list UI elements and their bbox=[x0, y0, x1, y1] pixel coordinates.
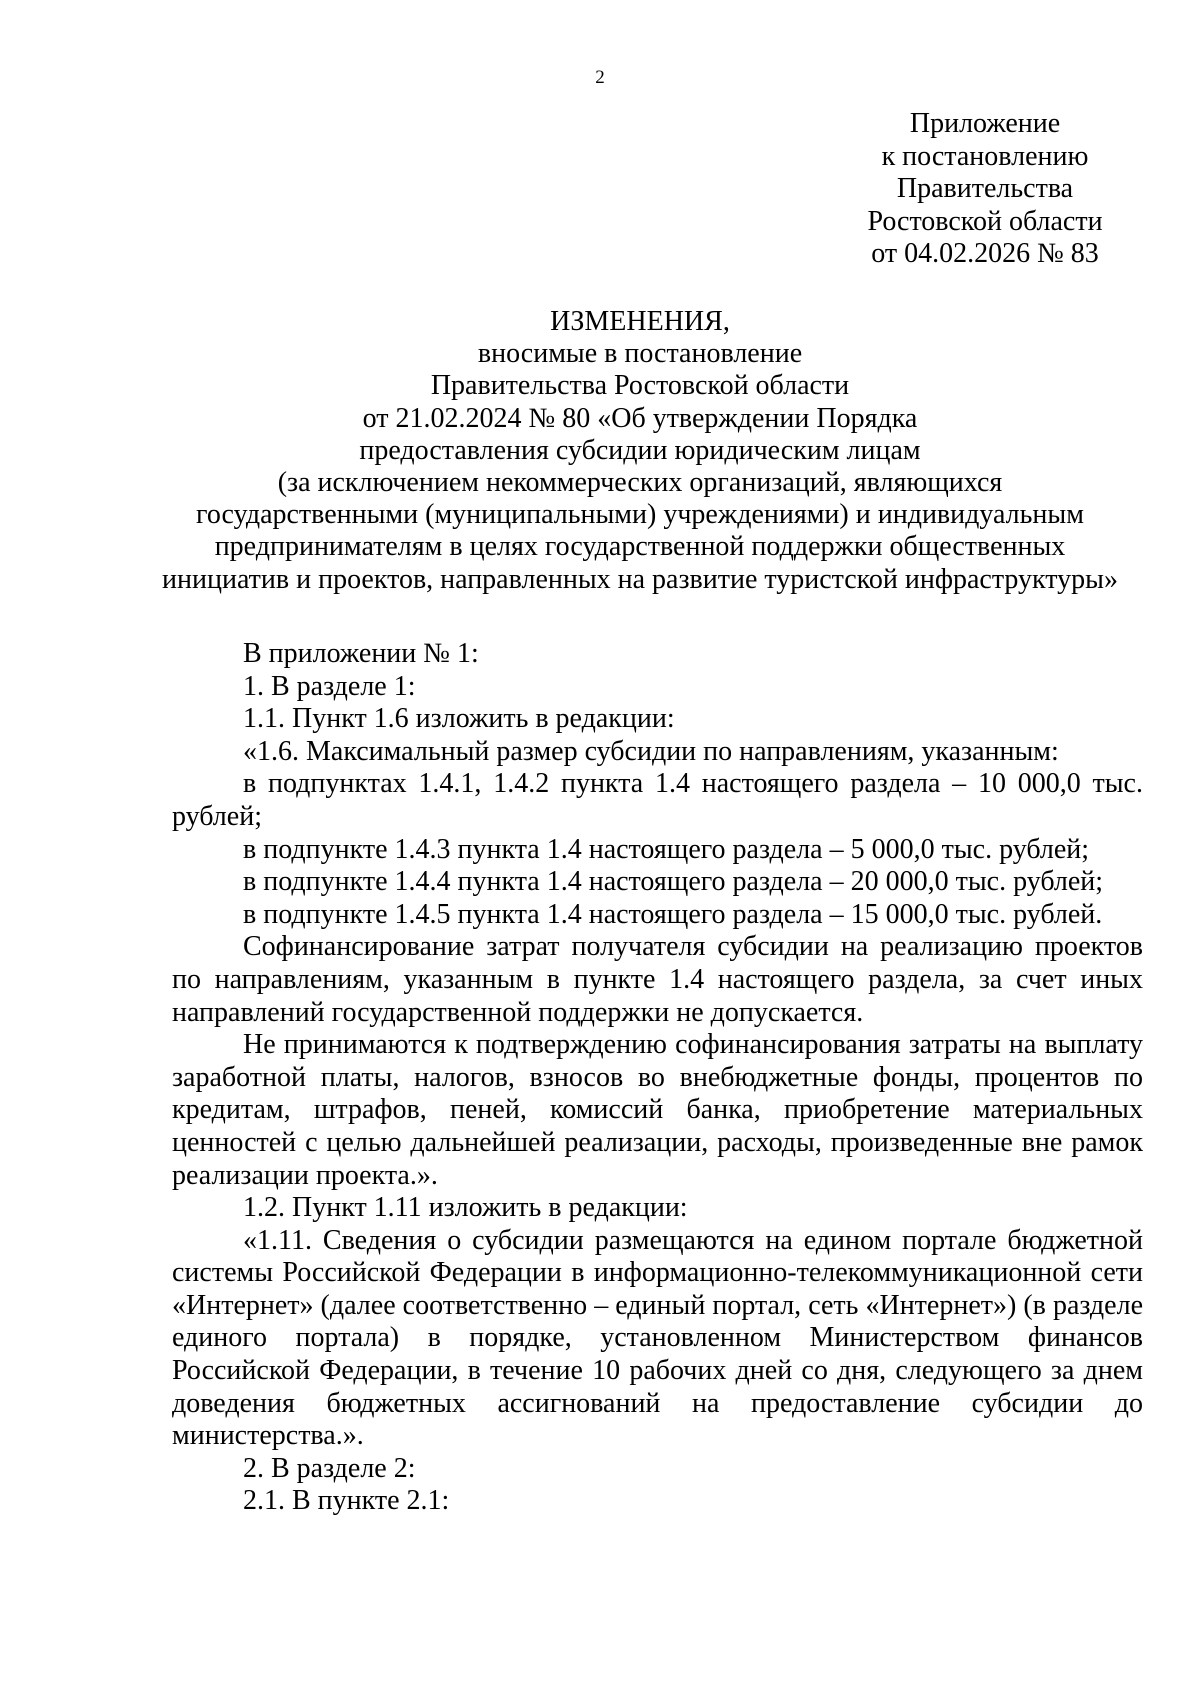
paragraph: в подпункте 1.4.3 пункта 1.4 настоящего раздела – 5 000,0 тыс. рублей; bbox=[243, 833, 1090, 865]
title-line: от 21.02.2024 № 80 «Об утверждении Порядка bbox=[362, 402, 918, 434]
paragraph: Софинансирование затрат получателя субсидии на реализацию проектов по направлениям, указанным в пункте 1.4 настоящего раздела, за счет иных направлений государственной поддержки не допускается. bbox=[172, 931, 1143, 1028]
title-line: Правительства Ростовской области bbox=[430, 370, 850, 402]
paragraph: 1.1. Пункт 1.6 изложить в редакции: bbox=[243, 703, 675, 735]
title-line: предпринимателям в целях государственной поддержки общественных bbox=[214, 531, 1066, 563]
appendix-line: к постановлению bbox=[881, 140, 1089, 172]
paragraph: в подпункте 1.4.5 пункта 1.4 настоящего раздела – 15 000,0 тыс. рублей. bbox=[243, 898, 1103, 930]
paragraph: 2. В разделе 2: bbox=[243, 1452, 416, 1484]
title-line: государственными (муниципальными) учреждениями) и индивидуальным bbox=[196, 499, 1084, 531]
title-line: инициатив и проектов, направленных на развитие туристской инфраструктуры» bbox=[162, 563, 1118, 595]
paragraph: Не принимаются к подтверждению софинансирования затраты на выплату заработной платы, налогов, взносов во внебюджетные фонды, процентов по кредитам, штрафов, пеней, комиссий банка, приобретение материальных ценностей с целью дальнейшей реализации, расходы, произведенные вне рамок реализации проекта.». bbox=[172, 1029, 1143, 1191]
title-heading: ИЗМЕНЕНИЯ, bbox=[550, 306, 730, 337]
title-line: (за исключением некоммерческих организаций, являющихся bbox=[277, 467, 1003, 499]
document-title bbox=[140, 306, 1140, 596]
appendix-line: Приложение bbox=[909, 108, 1061, 139]
paragraph: 1. В разделе 1: bbox=[243, 670, 416, 702]
appendix-line: Правительства bbox=[896, 173, 1074, 204]
appendix-reference bbox=[840, 108, 1130, 271]
appendix-date-number: от 04.02.2026 № 83 bbox=[871, 238, 1099, 269]
paragraph: «1.11. Сведения о субсидии размещаются на едином портале бюджетной системы Российской Федерации в информационно-телекоммуникационной сети «Интернет» (далее соответственно – единый портал, сеть «Интернет») (в разделе единого портала) в порядке, установленном Министерством финансов Российской Федерации, в течение 10 рабочих дней со дня, следующего за днем доведения бюджетных ассигнований на предоставление субсидии до министерства.». bbox=[172, 1224, 1143, 1452]
document-body bbox=[172, 638, 1143, 1518]
page-number: 2 bbox=[595, 67, 605, 88]
title-line: вносимые в постановление bbox=[477, 338, 803, 370]
paragraph: В приложении № 1: bbox=[243, 638, 479, 669]
paragraph: в подпункте 1.4.4 пункта 1.4 настоящего раздела – 20 000,0 тыс. рублей; bbox=[243, 866, 1104, 898]
paragraph: 1.2. Пункт 1.11 изложить в редакции: bbox=[243, 1192, 688, 1224]
paragraph: в подпунктах 1.4.1, 1.4.2 пункта 1.4 настоящего раздела – 10 000,0 тыс. рублей; bbox=[172, 768, 1143, 832]
appendix-line: Ростовской области bbox=[867, 205, 1103, 237]
paragraph: «1.6. Максимальный размер субсидии по направлениям, указанным: bbox=[243, 735, 1059, 767]
title-line: предоставления субсидии юридическим лицам bbox=[359, 434, 921, 466]
paragraph: 2.1. В пункте 2.1: bbox=[243, 1485, 450, 1517]
